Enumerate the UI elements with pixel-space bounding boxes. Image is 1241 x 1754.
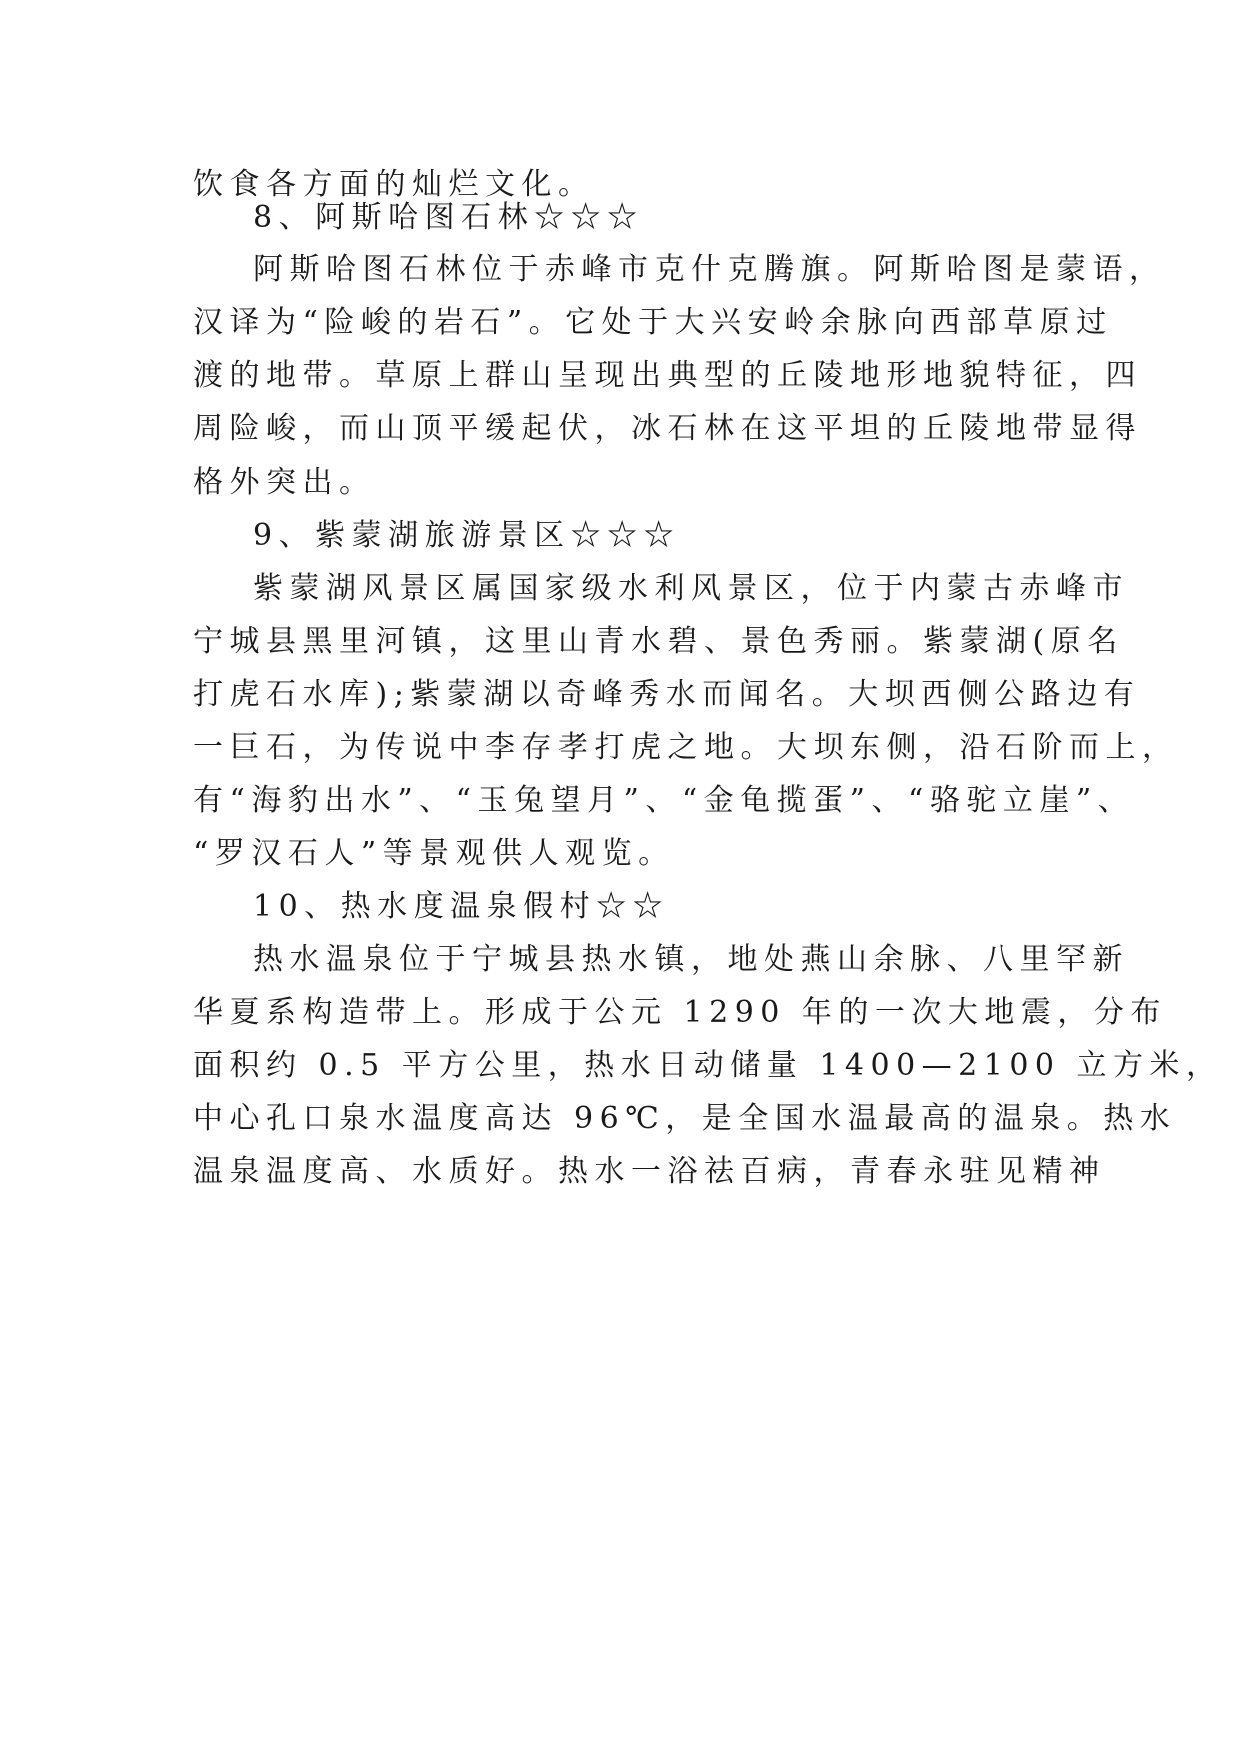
text-line: 格外突出。 (193, 465, 376, 500)
text-line: 紫蒙湖风景区属国家级水利风景区，位于内蒙古赤峰市 (253, 571, 1129, 606)
text-line: “罗汉石人”等景观供人观览。 (193, 836, 675, 871)
section-heading: 8、阿斯哈图石林☆☆☆ (253, 200, 644, 235)
text-line: 阿斯哈图石林位于赤峰市克什克腾旗。阿斯哈图是蒙语， (253, 252, 1166, 287)
text-line: 面积约 0.5 平方公里，热水日动储量 1400—2100 立方米， (193, 1048, 1223, 1083)
text-line: 中心孔口泉水温度高达 96℃，是全国水温最高的温泉。热水 (193, 1101, 1177, 1136)
text-line: 热水温泉位于宁城县热水镇，地处燕山余脉、八里罕新 (253, 942, 1129, 977)
section-heading: 9、紫蒙湖旅游景区☆☆☆ (253, 518, 681, 553)
text-line: 温泉温度高、水质好。热水一浴祛百病，青春永驻见精神 (193, 1154, 1106, 1189)
text-line: 有“海豹出水”、“玉兔望月”、“金龟揽蛋”、“骆驼立崖”、 (193, 783, 1135, 818)
text-line: 饮食各方面的灿烂文化。 (193, 167, 595, 202)
text-line: 周险峻，而山顶平缓起伏，冰石林在这平坦的丘陵地带显得 (193, 411, 1142, 446)
text-line: 汉译为“险峻的岩石”。它处于大兴安岭余脉向西部草原过 (193, 305, 1113, 340)
section-heading: 10、热水度温泉假村☆☆ (253, 889, 670, 924)
text-line: 打虎石水库);紫蒙湖以奇峰秀水而闻名。大坝西侧公路边有 (193, 677, 1141, 712)
text-line: 宁城县黑里河镇，这里山青水碧、景色秀丽。紫蒙湖(原名 (193, 624, 1124, 659)
text-line: 华夏系构造带上。形成于公元 1290 年的一次大地震，分布 (193, 995, 1167, 1030)
text-line: 一巨石，为传说中李存孝打虎之地。大坝东侧，沿石阶而上， (193, 730, 1179, 765)
text-line: 渡的地带。草原上群山呈现出典型的丘陵地形地貌特征，四 (193, 358, 1142, 393)
